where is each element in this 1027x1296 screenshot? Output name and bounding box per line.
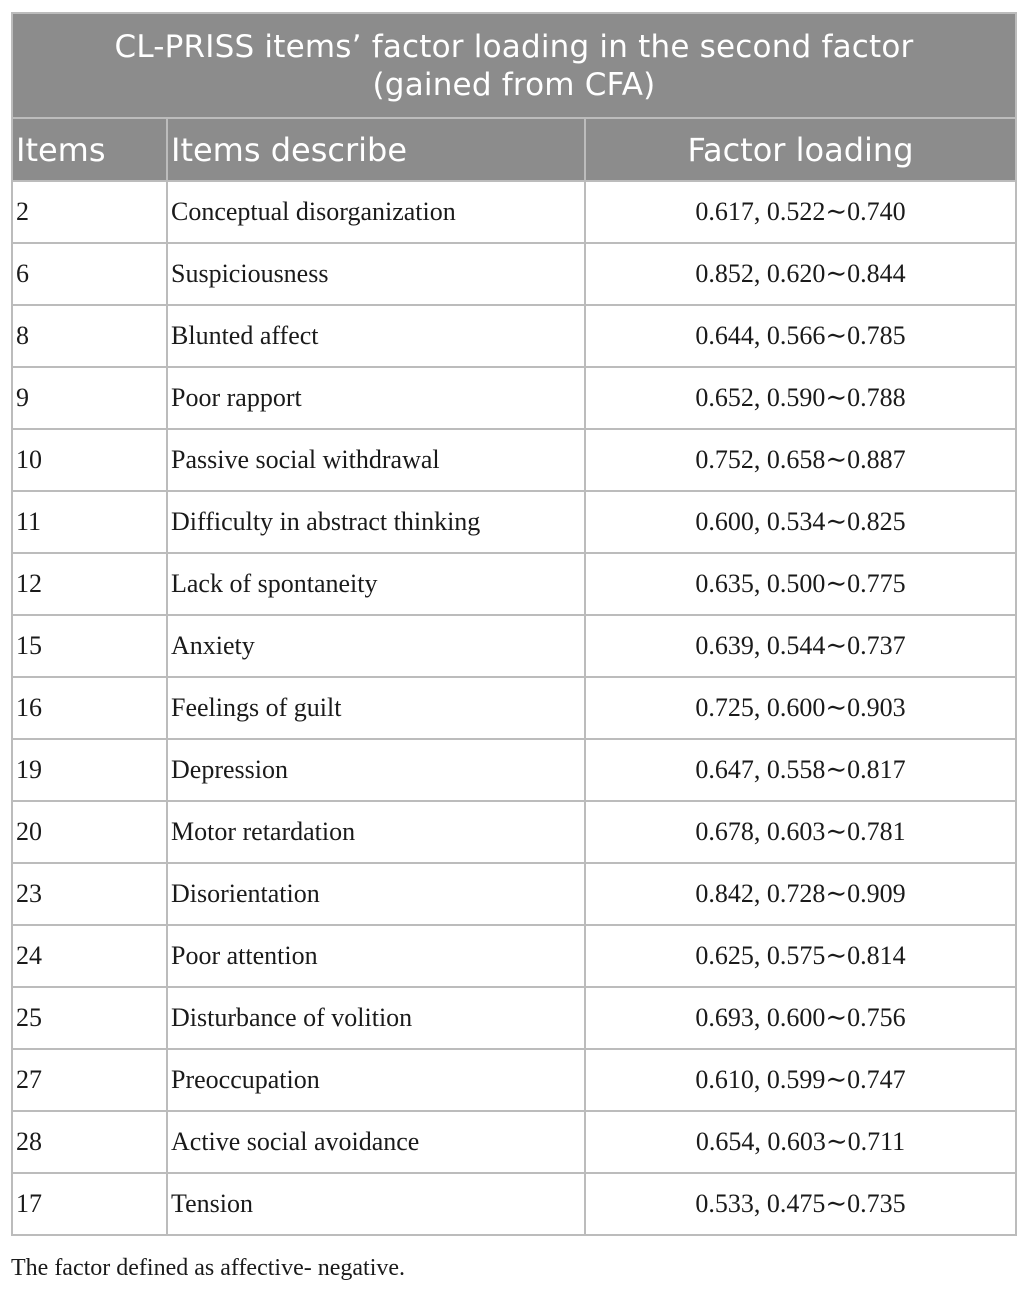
item-describe-cell: Feelings of guilt [167,677,585,739]
table-header-row [12,118,1016,181]
factor-loading-cell: 0.635, 0.500∼0.775 [585,553,1016,615]
factor-loading-cell: 0.625, 0.575∼0.814 [585,925,1016,987]
factor-loading-cell: 0.600, 0.534∼0.825 [585,491,1016,553]
item-describe-cell: Poor rapport [167,367,585,429]
factor-loading-cell: 0.617, 0.522∼0.740 [585,181,1016,243]
item-describe-cell: Difficulty in abstract thinking [167,491,585,553]
item-number-cell: 9 [12,367,167,429]
item-number-cell: 19 [12,739,167,801]
item-number-cell: 20 [12,801,167,863]
factor-loading-table [11,12,1017,1236]
header-factor-loading: Factor loading [585,118,1016,181]
header-items: Items [12,118,167,181]
factor-loading-cell: 0.752, 0.658∼0.887 [585,429,1016,491]
item-describe-cell: Active social avoidance [167,1111,585,1173]
table-title-line-1: CL-PRISS items’ factor loading in the second factor [114,28,914,65]
item-number-cell: 23 [12,863,167,925]
item-describe-cell: Lack of spontaneity [167,553,585,615]
table-row [12,181,1016,243]
factor-loading-cell: 0.852, 0.620∼0.844 [585,243,1016,305]
item-number-cell: 11 [12,491,167,553]
header-items-describe: Items describe [167,118,585,181]
item-describe-cell: Suspiciousness [167,243,585,305]
item-number-cell: 24 [12,925,167,987]
table-row [12,429,1016,491]
table-row [12,305,1016,367]
item-number-cell: 12 [12,553,167,615]
table-row [12,925,1016,987]
item-describe-cell: Disturbance of volition [167,987,585,1049]
item-describe-cell: Tension [167,1173,585,1235]
factor-loading-cell: 0.654, 0.603∼0.711 [585,1111,1016,1173]
factor-loading-cell: 0.647, 0.558∼0.817 [585,739,1016,801]
table-footnote: The factor defined as affective- negative. [11,1255,406,1281]
factor-loading-cell: 0.533, 0.475∼0.735 [585,1173,1016,1235]
table-title-row [12,13,1016,118]
item-number-cell: 10 [12,429,167,491]
table-row [12,801,1016,863]
item-describe-cell: Conceptual disorganization [167,181,585,243]
item-number-cell: 25 [12,987,167,1049]
table-row [12,491,1016,553]
item-describe-cell: Motor retardation [167,801,585,863]
table-row [12,1173,1016,1235]
table-row [12,367,1016,429]
table-row [12,615,1016,677]
factor-loading-cell: 0.644, 0.566∼0.785 [585,305,1016,367]
factor-loading-cell: 0.725, 0.600∼0.903 [585,677,1016,739]
item-describe-cell: Blunted affect [167,305,585,367]
item-describe-cell: Passive social withdrawal [167,429,585,491]
factor-loading-cell: 0.693, 0.600∼0.756 [585,987,1016,1049]
factor-loading-cell: 0.610, 0.599∼0.747 [585,1049,1016,1111]
table-row [12,739,1016,801]
table-title-line-2: (gained from CFA) [372,66,656,103]
item-number-cell: 6 [12,243,167,305]
table-row [12,863,1016,925]
item-number-cell: 16 [12,677,167,739]
item-describe-cell: Disorientation [167,863,585,925]
table-row [12,677,1016,739]
factor-loading-cell: 0.842, 0.728∼0.909 [585,863,1016,925]
item-number-cell: 8 [12,305,167,367]
table-row [12,1049,1016,1111]
factor-loading-cell: 0.639, 0.544∼0.737 [585,615,1016,677]
factor-loading-table-container [11,12,1015,1236]
item-number-cell: 15 [12,615,167,677]
item-number-cell: 28 [12,1111,167,1173]
table-row [12,553,1016,615]
table-row [12,1111,1016,1173]
factor-loading-cell: 0.678, 0.603∼0.781 [585,801,1016,863]
table-row [12,243,1016,305]
table-title [12,13,1016,118]
item-describe-cell: Depression [167,739,585,801]
item-number-cell: 2 [12,181,167,243]
item-number-cell: 27 [12,1049,167,1111]
item-describe-cell: Poor attention [167,925,585,987]
item-describe-cell: Preoccupation [167,1049,585,1111]
item-number-cell: 17 [12,1173,167,1235]
table-body [12,181,1016,1235]
item-describe-cell: Anxiety [167,615,585,677]
factor-loading-cell: 0.652, 0.590∼0.788 [585,367,1016,429]
table-row [12,987,1016,1049]
